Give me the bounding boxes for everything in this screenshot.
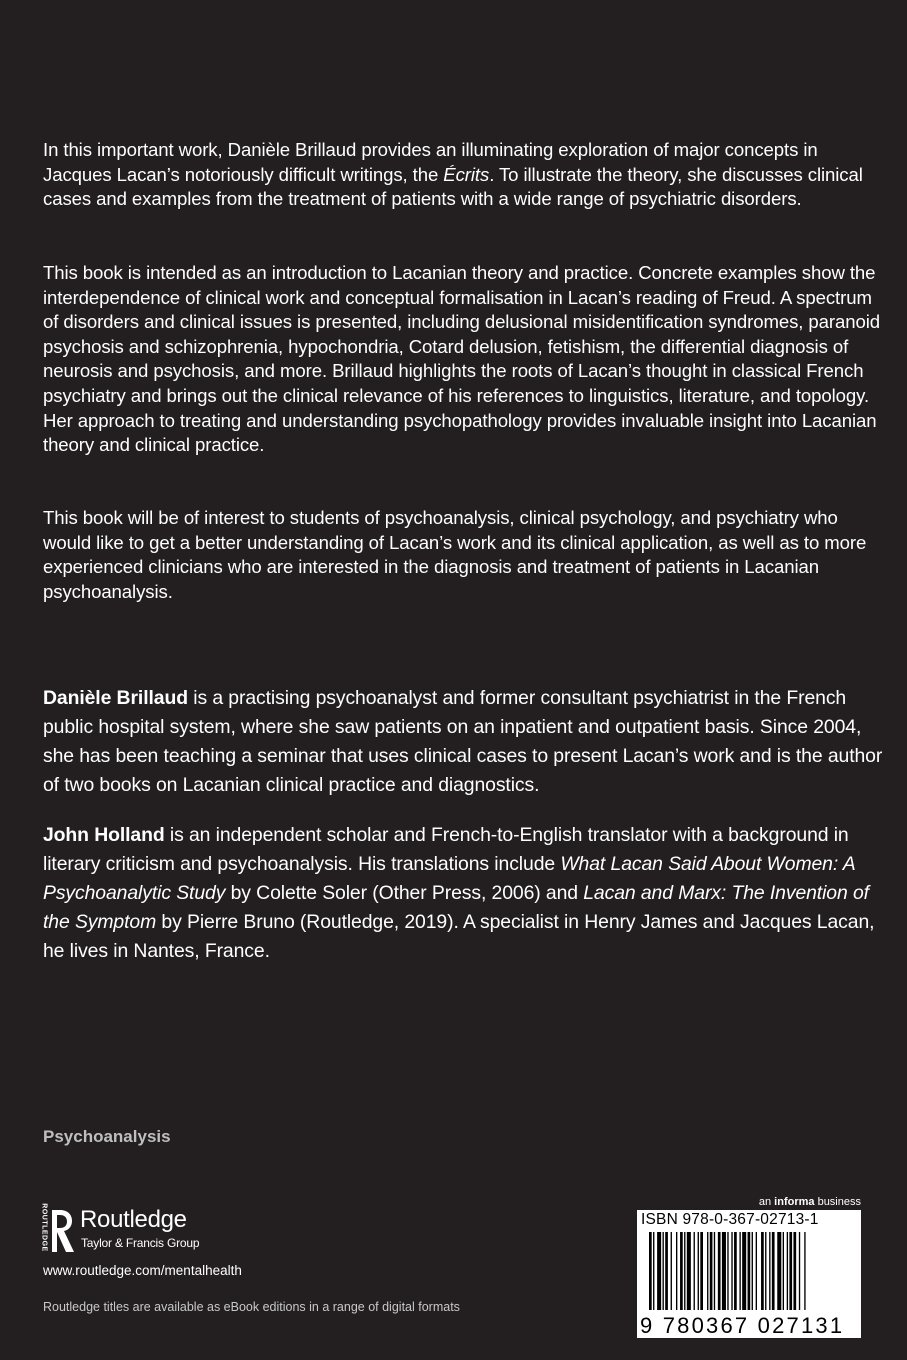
barcode-bar [783,1232,784,1310]
barcode-bar [710,1232,713,1310]
barcode-bar [698,1232,699,1310]
translator-bio-text: by Colette Soler (Other Press, 2006) and [225,882,584,904]
barcode-bar [739,1232,740,1310]
ebook-note: Routledge titles are available as eBook editions in a range of digital formats [43,1300,460,1314]
author-bio [43,684,888,800]
barcode-bar [789,1232,792,1310]
translator-name: John Holland [43,824,165,846]
publisher-name: Routledge [80,1206,187,1233]
barcode-bar [799,1232,800,1310]
barcode-bar [684,1232,685,1310]
barcode-bar [663,1232,664,1310]
barcode-digits: 9 780367 027131 [640,1313,845,1338]
informa-brand: informa [774,1196,815,1208]
barcode-bar [718,1232,721,1310]
informa-business-label [759,1196,861,1208]
barcode-bar [769,1232,770,1310]
barcode-bar [722,1232,726,1310]
informa-prefix: an [758,1196,775,1208]
informa-suffix: business [814,1196,861,1208]
barcode-bar [700,1232,703,1310]
barcode-panel [637,1210,861,1338]
barcode-bar [680,1232,683,1310]
barcode-bar [742,1232,746,1310]
publisher-group: Taylor & Francis Group [81,1236,200,1250]
barcode-bar [793,1232,796,1310]
barcode-bar [727,1232,728,1310]
barcode-bar [653,1232,654,1310]
barcode-bar [649,1232,652,1310]
book-title: What Lacan Said About Women: A Psychoanalytic Study [43,853,855,904]
blurb-text: . To illustrate the theory, she discusses clinical cases and examples from the treatment of patients with a wide range of psychiatric disorders. [43,163,863,210]
isbn-label: ISBN 978-0-367-02713-1 [641,1211,819,1228]
blurb-text: In this important work, Danièle Brillaud provides an illuminating exploration of major concepts in Jacques Lacan’s notoriously difficult writings, the [43,139,818,185]
barcode-bar [731,1232,732,1310]
barcode-bar [671,1232,672,1310]
barcode-bar [804,1232,805,1310]
barcode-bar [734,1232,737,1310]
barcode-bar [687,1232,691,1310]
barcode-bar [752,1232,753,1310]
barcode-bar [765,1232,766,1310]
publisher-url[interactable]: www.routledge.com/mentalhealth [43,1263,242,1278]
barcode-bar [665,1232,668,1310]
barcode-bar [787,1232,788,1310]
blurb-paragraph-2: This book is intended as an introduction to Lacanian theory and practice. Concrete examples show the interdependence of clinical work and conceptual formalisation in Lacan’s reading of Freud. A spectrum of disorders and clinical issues is presented, including delusional misidentification syndromes, paranoid psychosis and schizophrenia, hypochondria, Cotard delusion, fetishism, the differential diagnosis of neurosis and psychosis, and more. Brillaud highlights the roots of Lacan’s thought in classical French psychiatry and brings out the clinical relevance of his references to linguistics, literature, and topology. Her approach to treating and understanding psychopathology provides invaluable insight into Lacanian theory and clinical practice. [43,262,881,456]
subject-category: Psychoanalysis [43,1127,171,1146]
barcode-bar [772,1232,775,1310]
ecrits-title: Écrits [443,163,490,185]
barcode-bar [756,1232,757,1310]
author-bio-text: is a practising psychoanalyst and former consultant psychiatrist in the French public hospital system, where she saw patients on an inpatient and outpatient basis. Since 2004, she has been teaching a seminar that uses clinical cases to present Lacan’s work and is the author of two books on Lacanian clinical practice and diagnostics. [43,687,883,796]
translator-bio-text: is an independent scholar and French-to-English translator with a background in literary criticism and psychoanalysis. His translations include [43,824,849,875]
barcode-bar [777,1232,781,1310]
barcode-bar [761,1232,764,1310]
author-name: Danièle Brillaud [43,687,188,709]
barcode-bar [676,1232,677,1310]
translator-bio-text: by Pierre Bruno (Routledge, 2019). A specialist in Henry James and Jacques Lacan, he lives in Nantes, France. [43,911,875,962]
routledge-vertical-text: ROUTLEDGE [40,1203,48,1252]
translator-bio [43,821,888,966]
barcode-bar [657,1232,661,1310]
blurb-paragraph-3: This book will be of interest to students of psychoanalysis, clinical psychology, and psychiatry who would like to get a better understanding of Lacan’s work and its clinical application, as well as to more experienced clinicians who are interested in the diagnosis and treatment of patients in Lacanian psychoanalysis. [43,507,867,602]
barcode-bar [694,1232,695,1310]
barcode-icon [643,1232,855,1320]
blurb-paragraph-1 [43,138,883,212]
barcode-bar [714,1232,715,1310]
barcode-bar [748,1232,751,1310]
barcode-bar [707,1232,708,1310]
book-title: Lacan and Marx: The Invention of the Symptom [43,882,869,933]
